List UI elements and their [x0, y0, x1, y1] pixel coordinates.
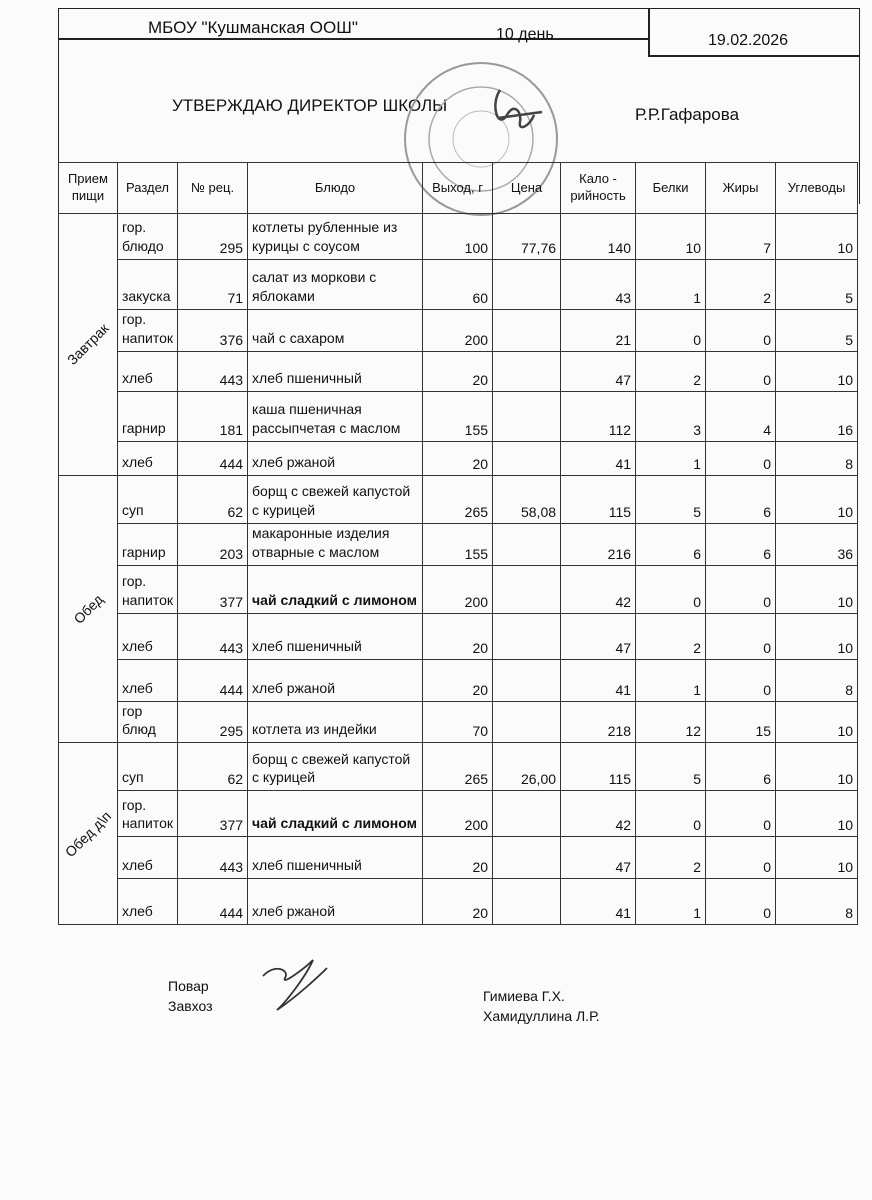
calories-cell: 47 — [561, 351, 636, 391]
meal-name: Завтрак — [64, 320, 112, 369]
table-row — [59, 659, 858, 701]
dish-cell: хлеб пшеничный — [248, 351, 423, 391]
output-cell: 60 — [423, 260, 493, 310]
calories-cell: 140 — [561, 214, 636, 260]
recipe-cell: 295 — [178, 701, 248, 743]
table-row — [59, 441, 858, 475]
protein-cell: 5 — [636, 743, 706, 791]
output-cell: 200 — [423, 310, 493, 352]
table-row — [59, 391, 858, 441]
section-cell: хлеб — [117, 351, 177, 391]
output-cell: 20 — [423, 613, 493, 659]
price-cell — [493, 659, 561, 701]
recipe-cell: 295 — [178, 214, 248, 260]
price-cell — [493, 391, 561, 441]
carbs-cell: 8 — [776, 441, 858, 475]
calories-cell: 41 — [561, 879, 636, 925]
table-row — [59, 837, 858, 879]
carbs-cell: 10 — [776, 701, 858, 743]
price-cell — [493, 523, 561, 565]
meal-name-cell — [59, 743, 118, 925]
fat-cell: 0 — [706, 310, 776, 352]
table-row — [59, 351, 858, 391]
output-cell: 20 — [423, 879, 493, 925]
day-number: 10 день — [496, 26, 554, 43]
protein-cell: 1 — [636, 260, 706, 310]
protein-cell: 0 — [636, 791, 706, 837]
carbs-cell: 10 — [776, 565, 858, 613]
carbs-cell: 10 — [776, 837, 858, 879]
price-cell — [493, 837, 561, 879]
protein-cell: 0 — [636, 565, 706, 613]
section-cell: гарнир — [117, 391, 177, 441]
protein-cell: 1 — [636, 659, 706, 701]
carbs-cell: 10 — [776, 743, 858, 791]
section-cell: гор блюд — [117, 701, 177, 743]
carbs-cell: 10 — [776, 791, 858, 837]
carbs-cell: 10 — [776, 351, 858, 391]
fat-cell: 0 — [706, 441, 776, 475]
section-cell: хлеб — [117, 879, 177, 925]
col-section: Раздел — [117, 163, 177, 214]
recipe-cell: 71 — [178, 260, 248, 310]
price-cell — [493, 565, 561, 613]
dish-cell: борщ с свежей капустой с курицей — [248, 743, 423, 791]
output-cell: 20 — [423, 351, 493, 391]
carbs-cell: 16 — [776, 391, 858, 441]
dish-cell: салат из моркови с яблоками — [248, 260, 423, 310]
section-cell: хлеб — [117, 659, 177, 701]
recipe-cell: 377 — [178, 791, 248, 837]
dish-cell: хлеб ржаной — [248, 659, 423, 701]
table-row — [59, 743, 858, 791]
calories-cell: 47 — [561, 613, 636, 659]
output-cell: 20 — [423, 837, 493, 879]
fat-cell: 0 — [706, 659, 776, 701]
carbs-cell: 8 — [776, 659, 858, 701]
section-cell: гор. блюдо — [117, 214, 177, 260]
fat-cell: 0 — [706, 791, 776, 837]
dish-cell: макаронные изделия отварные с маслом — [248, 523, 423, 565]
col-carbs: Углеводы — [776, 163, 858, 214]
dish-cell: хлеб пшеничный — [248, 837, 423, 879]
calories-cell: 43 — [561, 260, 636, 310]
dish-cell: котлеты рубленные из курицы с соусом — [248, 214, 423, 260]
fat-cell: 0 — [706, 351, 776, 391]
carbs-cell: 10 — [776, 214, 858, 260]
dish-cell: хлеб ржаной — [248, 441, 423, 475]
price-cell — [493, 613, 561, 659]
recipe-cell: 376 — [178, 310, 248, 352]
price-cell — [493, 791, 561, 837]
protein-cell: 2 — [636, 351, 706, 391]
col-meal: Прием пищи — [59, 163, 118, 214]
calories-cell: 216 — [561, 523, 636, 565]
meal-name: Обед д\п — [61, 807, 115, 860]
recipe-cell: 203 — [178, 523, 248, 565]
recipe-cell: 444 — [178, 441, 248, 475]
calories-cell: 112 — [561, 391, 636, 441]
calories-cell: 41 — [561, 659, 636, 701]
price-cell: 77,76 — [493, 214, 561, 260]
carbs-cell: 5 — [776, 310, 858, 352]
fat-cell: 0 — [706, 613, 776, 659]
carbs-cell: 10 — [776, 475, 858, 523]
col-recipe: № рец. — [178, 163, 248, 214]
table-row — [59, 475, 858, 523]
section-cell: хлеб — [117, 441, 177, 475]
recipe-cell: 181 — [178, 391, 248, 441]
fat-cell: 15 — [706, 701, 776, 743]
calories-cell: 115 — [561, 743, 636, 791]
carbs-cell: 8 — [776, 879, 858, 925]
table-header-row — [59, 163, 858, 214]
table-row — [59, 613, 858, 659]
meal-name-cell — [59, 475, 118, 743]
section-cell: суп — [117, 475, 177, 523]
calories-cell: 42 — [561, 565, 636, 613]
dish-cell: чай сладкий с лимоном — [248, 565, 423, 613]
recipe-cell: 444 — [178, 659, 248, 701]
col-calories: Кало - рийность — [561, 163, 636, 214]
fat-cell: 7 — [706, 214, 776, 260]
header-rule-left — [58, 38, 648, 40]
recipe-cell: 62 — [178, 743, 248, 791]
director-name: Р.Р.Гафарова — [635, 105, 740, 124]
table-row — [59, 523, 858, 565]
section-cell: гарнир — [117, 523, 177, 565]
fat-cell: 0 — [706, 879, 776, 925]
output-cell: 20 — [423, 441, 493, 475]
protein-cell: 2 — [636, 837, 706, 879]
recipe-cell: 443 — [178, 351, 248, 391]
protein-cell: 0 — [636, 310, 706, 352]
col-protein: Белки — [636, 163, 706, 214]
section-cell: гор. напиток — [117, 565, 177, 613]
output-cell: 20 — [423, 659, 493, 701]
calories-cell: 41 — [561, 441, 636, 475]
table-row — [59, 310, 858, 352]
col-dish: Блюдо — [248, 163, 423, 214]
price-cell — [493, 701, 561, 743]
dish-cell: котлета из индейки — [248, 701, 423, 743]
section-cell: суп — [117, 743, 177, 791]
col-price: Цена — [493, 163, 561, 214]
header-rule-right — [648, 55, 859, 57]
school-name: МБОУ "Кушманская ООШ" — [148, 18, 358, 37]
protein-cell: 2 — [636, 613, 706, 659]
calories-cell: 218 — [561, 701, 636, 743]
fat-cell: 2 — [706, 260, 776, 310]
header-divider — [648, 8, 650, 56]
carbs-cell: 5 — [776, 260, 858, 310]
output-cell: 265 — [423, 743, 493, 791]
protein-cell: 3 — [636, 391, 706, 441]
carbs-cell: 10 — [776, 613, 858, 659]
protein-cell: 1 — [636, 879, 706, 925]
recipe-cell: 62 — [178, 475, 248, 523]
dish-cell: чай сладкий с лимоном — [248, 791, 423, 837]
calories-cell: 42 — [561, 791, 636, 837]
section-cell: гор. напиток — [117, 791, 177, 837]
dish-cell: чай с сахаром — [248, 310, 423, 352]
table-row — [59, 565, 858, 613]
section-cell: хлеб — [117, 613, 177, 659]
recipe-cell: 377 — [178, 565, 248, 613]
calories-cell: 21 — [561, 310, 636, 352]
carbs-cell: 36 — [776, 523, 858, 565]
price-cell — [493, 260, 561, 310]
dish-cell: борщ с свежей капустой с курицей — [248, 475, 423, 523]
fat-cell: 6 — [706, 523, 776, 565]
price-cell — [493, 351, 561, 391]
price-cell — [493, 441, 561, 475]
recipe-cell: 444 — [178, 879, 248, 925]
price-cell — [493, 879, 561, 925]
meal-name: Обед — [70, 591, 106, 627]
cook-signature-icon — [255, 948, 335, 1018]
fat-cell: 6 — [706, 743, 776, 791]
price-cell: 26,00 — [493, 743, 561, 791]
table-row — [59, 879, 858, 925]
fat-cell: 0 — [706, 837, 776, 879]
output-cell: 155 — [423, 391, 493, 441]
section-cell: хлеб — [117, 837, 177, 879]
supply-label: Завхоз — [168, 998, 213, 1014]
fat-cell: 6 — [706, 475, 776, 523]
supply-name: Хамидуллина Л.Р. — [483, 1008, 600, 1024]
price-cell — [493, 310, 561, 352]
protein-cell: 10 — [636, 214, 706, 260]
menu-table — [58, 162, 858, 925]
table-row — [59, 214, 858, 260]
output-cell: 155 — [423, 523, 493, 565]
protein-cell: 6 — [636, 523, 706, 565]
dish-cell: каша пшеничная рассыпчетая с маслом — [248, 391, 423, 441]
output-cell: 200 — [423, 791, 493, 837]
recipe-cell: 443 — [178, 837, 248, 879]
col-output: Выход, г — [423, 163, 493, 214]
protein-cell: 1 — [636, 441, 706, 475]
protein-cell: 12 — [636, 701, 706, 743]
protein-cell: 5 — [636, 475, 706, 523]
fat-cell: 4 — [706, 391, 776, 441]
output-cell: 100 — [423, 214, 493, 260]
fat-cell: 0 — [706, 565, 776, 613]
dish-cell: хлеб пшеничный — [248, 613, 423, 659]
cook-name: Гимиева Г.Х. — [483, 988, 565, 1004]
output-cell: 70 — [423, 701, 493, 743]
meal-name-cell — [59, 214, 118, 476]
output-cell: 265 — [423, 475, 493, 523]
table-row — [59, 701, 858, 743]
approval-text: УТВЕРЖДАЮ ДИРЕКТОР ШКОЛЫ — [172, 96, 448, 115]
cook-label: Повар — [168, 978, 209, 994]
section-cell: гор. напиток — [117, 310, 177, 352]
menu-date: 19.02.2026 — [708, 32, 789, 49]
recipe-cell: 443 — [178, 613, 248, 659]
output-cell: 200 — [423, 565, 493, 613]
dish-cell: хлеб ржаной — [248, 879, 423, 925]
price-cell: 58,08 — [493, 475, 561, 523]
calories-cell: 47 — [561, 837, 636, 879]
table-row — [59, 260, 858, 310]
table-row — [59, 791, 858, 837]
calories-cell: 115 — [561, 475, 636, 523]
section-cell: закуска — [117, 260, 177, 310]
col-fat: Жиры — [706, 163, 776, 214]
